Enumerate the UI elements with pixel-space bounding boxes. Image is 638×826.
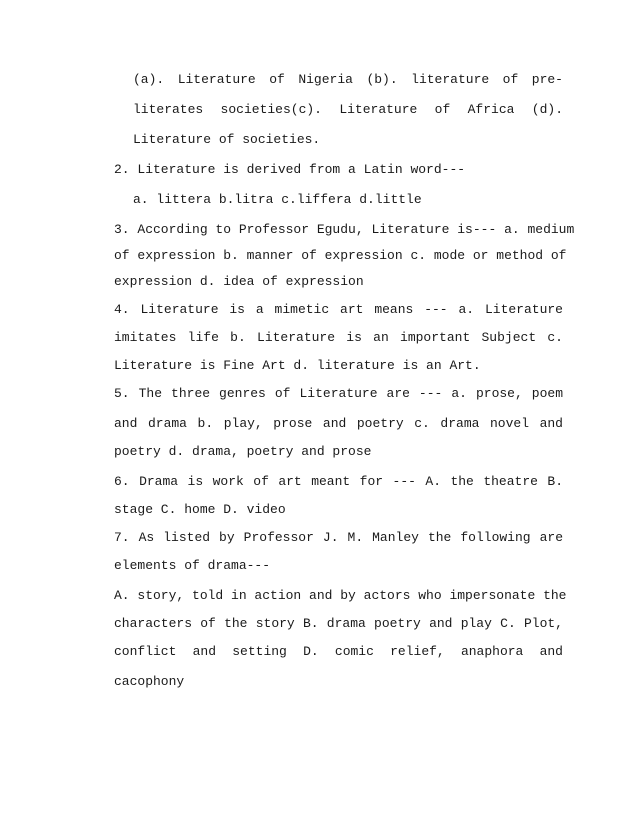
question-2-options: a. littera b.litra c.liffera d.little [133,192,422,207]
text-line: characters of the story B. drama poetry and play C. Plot, [114,616,563,631]
text-line: stage C. home D. video [114,502,286,517]
text-line: expression d. idea of expression [114,274,364,289]
question-3-line: 3. According to Professor Egudu, Literature is--- a. medium [114,222,575,237]
question-2-line: 2. Literature is derived from a Latin word--- [114,162,466,177]
question-7-line: 7. As listed by Professor J. M. Manley the following are [114,530,563,545]
text-line: literates societies(c). Literature of Africa (d). [133,102,563,117]
question-4-line: 4. Literature is a mimetic art means --- a. Literature [114,302,563,317]
text-line: imitates life b. Literature is an important Subject c. [114,330,563,345]
question-6-line: 6. Drama is work of art meant for --- A. the theatre B. [114,474,563,489]
text-line: A. story, told in action and by actors who impersonate the [114,588,567,603]
text-line: of expression b. manner of expression c. mode or method of [114,248,567,263]
text-line: and drama b. play, prose and poetry c. drama novel and [114,416,563,431]
text-line: elements of drama--- [114,558,271,573]
text-line: Literature of societies. [133,132,321,147]
text-line: poetry d. drama, poetry and prose [114,444,372,459]
text-line: cacophony [114,674,185,689]
question-5-line: 5. The three genres of Literature are --- a. prose, poem [114,386,563,401]
text-line: Literature is Fine Art d. literature is an Art. [114,358,481,373]
text-line: conflict and setting D. comic relief, anaphora and [114,644,563,659]
text-line: (a). Literature of Nigeria (b). literature of pre- [133,72,563,87]
